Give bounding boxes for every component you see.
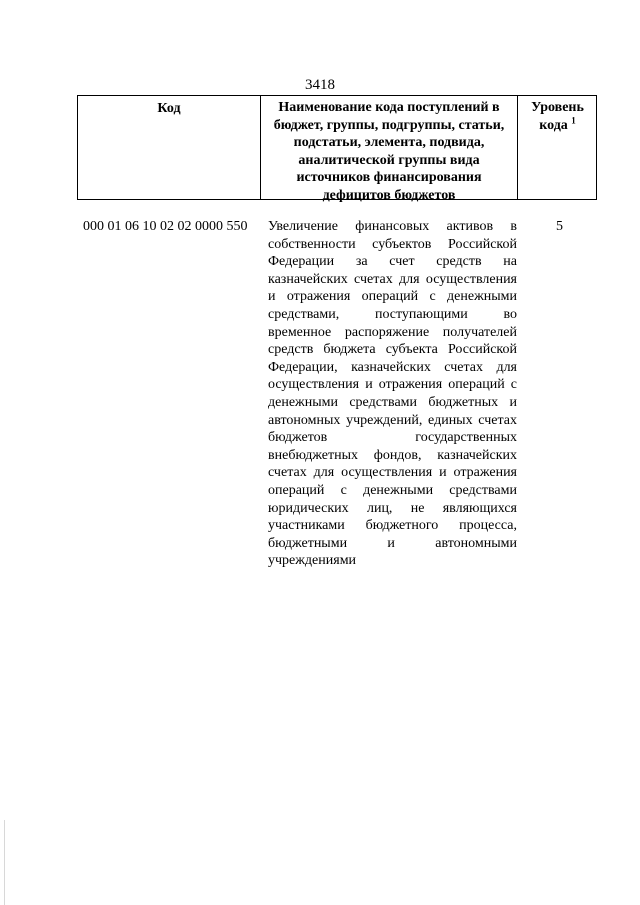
- row-name: Увеличение финансовых активов в собственности субъектов Российской Федерации за счет средств на казначейских счетах для осуществления и отражения операций с денежными средствами, поступающими во временное распоряжение получателей средств бюджета субъекта Российской Федерации, казначейских счетах для осуществления и отражения операций с денежными средствами бюджетных и автономных учреждений, единых счетах бюджетов государственных внебюджетных фондов, казначейских счетах для осуществления и отражения операций с денежными средствами юридических лиц, не являющихся участниками бюджетного процесса, бюджетными и автономными учреждениями: [268, 219, 517, 569]
- row-code: 000 01 06 10 02 02 0000 550: [83, 219, 248, 234]
- header-level-label: Уровень кода: [531, 100, 584, 133]
- row-level: 5: [556, 219, 563, 234]
- page-number: 3418: [305, 77, 335, 93]
- table-header: [77, 95, 597, 203]
- header-level: [518, 96, 597, 199]
- scan-edge-line: [4, 820, 5, 905]
- header-name: Наименование кода поступлений в бюджет, группы, подгруппы, статьи, подстатьи, элемента, подвида, аналитической группы вида источников финансирования дефицитов бюджетов: [261, 96, 518, 199]
- header-level-footnote: 1: [571, 114, 576, 125]
- header-code: Код: [78, 96, 261, 199]
